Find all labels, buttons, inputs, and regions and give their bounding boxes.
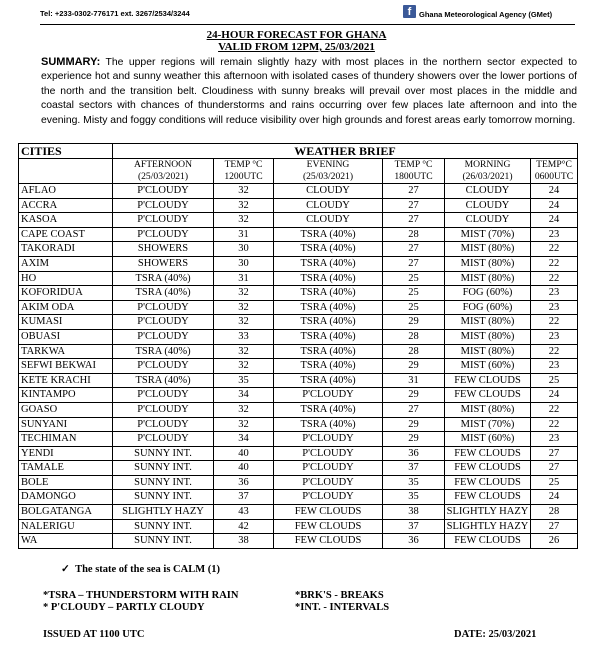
table-row — [19, 446, 578, 461]
temp-1200-cell: 32 — [214, 402, 274, 417]
evening-cell: CLOUDY — [274, 198, 383, 213]
city-cell: HO — [19, 271, 113, 286]
city-cell: DAMONGO — [19, 490, 113, 505]
city-cell: NALERIGU — [19, 519, 113, 534]
temp-1800-cell: 36 — [383, 446, 445, 461]
temp-0600-cell: 22 — [531, 256, 578, 271]
afternoon-cell: SUNNY INT. — [113, 534, 214, 549]
city-cell: BOLE — [19, 475, 113, 490]
city-cell: TAMALE — [19, 461, 113, 476]
temp-1800-cell: 38 — [383, 505, 445, 520]
morning-cell: MIST (70%) — [445, 227, 531, 242]
table-row — [19, 271, 578, 286]
facebook-icon: f — [403, 5, 416, 18]
evening-cell: P'CLOUDY — [274, 475, 383, 490]
afternoon-cell: P'CLOUDY — [113, 359, 214, 374]
table-row — [19, 242, 578, 257]
city-cell: OBUASI — [19, 329, 113, 344]
city-cell: AFLAO — [19, 184, 113, 199]
temp-1200-cell: 37 — [214, 490, 274, 505]
temp-1800-cell: 25 — [383, 271, 445, 286]
temp-1200-cell: 30 — [214, 256, 274, 271]
morning-cell: SLIGHTLY HAZY — [445, 505, 531, 520]
evening-cell: FEW CLOUDS — [274, 534, 383, 549]
temp-0600-cell: 24 — [531, 213, 578, 228]
temp-0600-cell: 22 — [531, 242, 578, 257]
checkmark-icon: ✓ — [61, 564, 70, 575]
city-cell: KASOA — [19, 213, 113, 228]
evening-cell: TSRA (40%) — [274, 286, 383, 301]
morning-cell: FEW CLOUDS — [445, 446, 531, 461]
afternoon-cell: SHOWERS — [113, 256, 214, 271]
city-cell: CAPE COAST — [19, 227, 113, 242]
afternoon-cell: P'CLOUDY — [113, 227, 214, 242]
morning-cell: MIST (60%) — [445, 359, 531, 374]
temp-0600-cell: 23 — [531, 432, 578, 447]
city-cell: ACCRA — [19, 198, 113, 213]
morning-cell: FOG (60%) — [445, 286, 531, 301]
morning-cell: FEW CLOUDS — [445, 461, 531, 476]
afternoon-cell: TSRA (40%) — [113, 344, 214, 359]
temp-1800-cell: 27 — [383, 213, 445, 228]
temp-1800-cell: 28 — [383, 227, 445, 242]
forecast-title: 24-HOUR FORECAST FOR GHANA — [206, 29, 387, 41]
evening-cell: TSRA (40%) — [274, 242, 383, 257]
afternoon-cell: P'CLOUDY — [113, 417, 214, 432]
morning-cell: MIST (80%) — [445, 242, 531, 257]
city-cell: KUMASI — [19, 315, 113, 330]
morning-cell: MIST (80%) — [445, 315, 531, 330]
city-cell: TAKORADI — [19, 242, 113, 257]
morning-cell: FEW CLOUDS — [445, 534, 531, 549]
legend-pcloudy: * P'CLOUDY – PARTLY CLOUDY — [43, 602, 205, 613]
table-row — [19, 315, 578, 330]
morning-cell: MIST (60%) — [445, 432, 531, 447]
afternoon-cell: P'CLOUDY — [113, 300, 214, 315]
city-cell: YENDI — [19, 446, 113, 461]
temp-0600-cell: 24 — [531, 198, 578, 213]
evening-cell: TSRA (40%) — [274, 256, 383, 271]
table-row — [19, 256, 578, 271]
table-row — [19, 417, 578, 432]
temp-1200-header: TEMP °C 1200UTC — [214, 159, 274, 184]
evening-cell: TSRA (40%) — [274, 359, 383, 374]
afternoon-cell: SUNNY INT. — [113, 475, 214, 490]
table-row — [19, 359, 578, 374]
temp-1800-cell: 29 — [383, 388, 445, 403]
evening-cell: TSRA (40%) — [274, 271, 383, 286]
afternoon-cell: TSRA (40%) — [113, 271, 214, 286]
temp-1800-cell: 29 — [383, 315, 445, 330]
temp-0600-cell: 27 — [531, 446, 578, 461]
temp-0600-cell: 23 — [531, 329, 578, 344]
city-cell: SEFWI BEKWAI — [19, 359, 113, 374]
issue-date: DATE: 25/03/2021 — [454, 629, 537, 640]
temp-1200-cell: 32 — [214, 286, 274, 301]
temp-1200-cell: 32 — [214, 417, 274, 432]
temp-1800-cell: 29 — [383, 432, 445, 447]
forecast-validity: VALID FROM 12PM, 25/03/2021 — [218, 41, 375, 53]
cities-header: CITIES — [19, 144, 113, 159]
morning-cell: MIST (80%) — [445, 256, 531, 271]
legend-tsra: *TSRA – THUNDERSTORM WITH RAIN — [43, 590, 239, 601]
temp-1200-cell: 34 — [214, 388, 274, 403]
evening-cell: TSRA (40%) — [274, 329, 383, 344]
table-row — [19, 490, 578, 505]
summary-paragraph — [41, 55, 577, 128]
temp-0600-cell: 23 — [531, 286, 578, 301]
legend-brks: *BRK'S - BREAKS — [295, 590, 384, 601]
table-row — [19, 461, 578, 476]
evening-cell: TSRA (40%) — [274, 417, 383, 432]
afternoon-cell: SUNNY INT. — [113, 490, 214, 505]
temp-1200-cell: 36 — [214, 475, 274, 490]
header-divider — [40, 24, 575, 25]
afternoon-cell: P'CLOUDY — [113, 213, 214, 228]
temp-1800-header: TEMP °C 1800UTC — [383, 159, 445, 184]
morning-cell: CLOUDY — [445, 198, 531, 213]
weather-brief-header: WEATHER BRIEF — [113, 144, 578, 159]
temp-0600-cell: 22 — [531, 344, 578, 359]
temp-0600-cell: 28 — [531, 505, 578, 520]
table-subheader-row — [19, 159, 578, 184]
temp-1200-cell: 34 — [214, 432, 274, 447]
summary-text: The upper regions will remain slightly hazy with most places in the northern sector expected to experience hot and sunny weather this afternoon with isolated cases of thundery showers over the lower portions of the north and the transition belt. Cloudiness with sunny breaks will prevail over most places in the middle and coastal sectors with chances of thunderstorms and rains occurring over few places late afternoon and into the evening. Misty and foggy conditions will reduce visibility over high grounds and forest areas early tomorrow morning. — [41, 57, 577, 126]
temp-1800-cell: 27 — [383, 184, 445, 199]
temp-0600-cell: 24 — [531, 184, 578, 199]
temp-0600-cell: 25 — [531, 373, 578, 388]
telephone-text: Tel: +233-0302-776171 ext. 3267/2534/3244 — [40, 9, 190, 18]
morning-cell: CLOUDY — [445, 184, 531, 199]
temp-1200-cell: 30 — [214, 242, 274, 257]
afternoon-cell: SUNNY INT. — [113, 446, 214, 461]
temp-1800-cell: 29 — [383, 359, 445, 374]
temp-0600-cell: 23 — [531, 227, 578, 242]
temp-1800-cell: 28 — [383, 329, 445, 344]
temp-1800-cell: 31 — [383, 373, 445, 388]
temp-1800-cell: 27 — [383, 198, 445, 213]
table-row — [19, 213, 578, 228]
temp-0600-cell: 24 — [531, 490, 578, 505]
temp-1800-cell: 25 — [383, 286, 445, 301]
temp-1200-cell: 33 — [214, 329, 274, 344]
table-row — [19, 432, 578, 447]
city-cell: KOFORIDUA — [19, 286, 113, 301]
afternoon-cell: TSRA (40%) — [113, 286, 214, 301]
temp-1800-cell: 37 — [383, 461, 445, 476]
morning-cell: MIST (80%) — [445, 344, 531, 359]
temp-0600-cell: 22 — [531, 402, 578, 417]
afternoon-cell: SHOWERS — [113, 242, 214, 257]
evening-cell: TSRA (40%) — [274, 373, 383, 388]
sea-state-note: ✓ The state of the sea is CALM (1) — [61, 564, 220, 575]
table-row — [19, 300, 578, 315]
temp-0600-cell: 22 — [531, 271, 578, 286]
table-row — [19, 184, 578, 199]
temp-0600-cell: 24 — [531, 388, 578, 403]
temp-0600-cell: 23 — [531, 300, 578, 315]
temp-1200-cell: 42 — [214, 519, 274, 534]
legend-int: *INT. - INTERVALS — [295, 602, 390, 613]
temp-0600-cell: 23 — [531, 359, 578, 374]
temp-0600-cell: 25 — [531, 475, 578, 490]
evening-cell: TSRA (40%) — [274, 227, 383, 242]
temp-1800-cell: 27 — [383, 242, 445, 257]
temp-1200-cell: 31 — [214, 271, 274, 286]
evening-cell: P'CLOUDY — [274, 432, 383, 447]
city-cell: KINTAMPO — [19, 388, 113, 403]
morning-header: MORNING (26/03/2021) — [445, 159, 531, 184]
afternoon-header: AFTERNOON (25/03/2021) — [113, 159, 214, 184]
afternoon-cell: P'CLOUDY — [113, 402, 214, 417]
temp-1800-cell: 28 — [383, 344, 445, 359]
table-row — [19, 475, 578, 490]
temp-1800-cell: 27 — [383, 402, 445, 417]
table-row — [19, 373, 578, 388]
morning-cell: FEW CLOUDS — [445, 388, 531, 403]
temp-0600-cell: 26 — [531, 534, 578, 549]
temp-1200-cell: 32 — [214, 344, 274, 359]
temp-1200-cell: 40 — [214, 446, 274, 461]
morning-cell: FOG (60%) — [445, 300, 531, 315]
morning-cell: MIST (80%) — [445, 402, 531, 417]
temp-0600-cell: 22 — [531, 315, 578, 330]
afternoon-cell: SUNNY INT. — [113, 461, 214, 476]
table-row — [19, 329, 578, 344]
evening-cell: CLOUDY — [274, 184, 383, 199]
afternoon-cell: TSRA (40%) — [113, 373, 214, 388]
morning-cell: CLOUDY — [445, 213, 531, 228]
temp-0600-cell: 22 — [531, 417, 578, 432]
afternoon-cell: P'CLOUDY — [113, 432, 214, 447]
morning-cell: MIST (80%) — [445, 271, 531, 286]
issued-time: ISSUED AT 1100 UTC — [43, 629, 145, 640]
evening-header: EVENING (25/03/2021) — [274, 159, 383, 184]
evening-cell: TSRA (40%) — [274, 315, 383, 330]
temp-1200-cell: 38 — [214, 534, 274, 549]
morning-cell: FEW CLOUDS — [445, 475, 531, 490]
morning-cell: FEW CLOUDS — [445, 490, 531, 505]
table-header-row — [19, 144, 578, 159]
evening-cell: FEW CLOUDS — [274, 505, 383, 520]
temp-1800-cell: 27 — [383, 256, 445, 271]
afternoon-cell: SUNNY INT. — [113, 519, 214, 534]
table-row — [19, 286, 578, 301]
summary-label: SUMMARY: — [41, 56, 101, 68]
city-cell: KETE KRACHI — [19, 373, 113, 388]
city-cell: WA — [19, 534, 113, 549]
temp-1200-cell: 32 — [214, 198, 274, 213]
forecast-table — [18, 143, 578, 549]
temp-1800-cell: 29 — [383, 417, 445, 432]
city-cell: AXIM — [19, 256, 113, 271]
table-row — [19, 519, 578, 534]
contact-header — [0, 0, 593, 22]
city-cell: AKIM ODA — [19, 300, 113, 315]
city-cell: BOLGATANGA — [19, 505, 113, 520]
temp-1800-cell: 35 — [383, 475, 445, 490]
evening-cell: P'CLOUDY — [274, 461, 383, 476]
evening-cell: TSRA (40%) — [274, 402, 383, 417]
table-row — [19, 402, 578, 417]
evening-cell: CLOUDY — [274, 213, 383, 228]
afternoon-cell: P'CLOUDY — [113, 388, 214, 403]
agency-name: Ghana Meteorological Agency (GMet) — [419, 10, 553, 19]
table-row — [19, 198, 578, 213]
morning-cell: MIST (70%) — [445, 417, 531, 432]
temp-1200-cell: 32 — [214, 359, 274, 374]
evening-cell: P'CLOUDY — [274, 490, 383, 505]
temp-1200-cell: 31 — [214, 227, 274, 242]
temp-1200-cell: 32 — [214, 213, 274, 228]
evening-cell: FEW CLOUDS — [274, 519, 383, 534]
morning-cell: FEW CLOUDS — [445, 373, 531, 388]
evening-cell: TSRA (40%) — [274, 344, 383, 359]
temp-0600-header: TEMP°C 0600UTC — [531, 159, 578, 184]
city-cell: TARKWA — [19, 344, 113, 359]
afternoon-cell: P'CLOUDY — [113, 329, 214, 344]
evening-cell: TSRA (40%) — [274, 300, 383, 315]
empty-header-cell — [19, 159, 113, 184]
temp-0600-cell: 27 — [531, 519, 578, 534]
afternoon-cell: P'CLOUDY — [113, 315, 214, 330]
temp-1200-cell: 40 — [214, 461, 274, 476]
table-row — [19, 505, 578, 520]
temp-1800-cell: 37 — [383, 519, 445, 534]
evening-cell: P'CLOUDY — [274, 446, 383, 461]
city-cell: GOASO — [19, 402, 113, 417]
table-row — [19, 344, 578, 359]
table-row — [19, 227, 578, 242]
morning-cell: SLIGHTLY HAZY — [445, 519, 531, 534]
temp-1200-cell: 32 — [214, 315, 274, 330]
temp-1800-cell: 35 — [383, 490, 445, 505]
temp-1200-cell: 43 — [214, 505, 274, 520]
afternoon-cell: P'CLOUDY — [113, 198, 214, 213]
temp-1200-cell: 32 — [214, 300, 274, 315]
city-cell: SUNYANI — [19, 417, 113, 432]
afternoon-cell: SLIGHTLY HAZY — [113, 505, 214, 520]
evening-cell: P'CLOUDY — [274, 388, 383, 403]
temp-0600-cell: 27 — [531, 461, 578, 476]
temp-1200-cell: 35 — [214, 373, 274, 388]
temp-1800-cell: 36 — [383, 534, 445, 549]
table-row — [19, 534, 578, 549]
afternoon-cell: P'CLOUDY — [113, 184, 214, 199]
morning-cell: MIST (80%) — [445, 329, 531, 344]
city-cell: TECHIMAN — [19, 432, 113, 447]
table-row — [19, 388, 578, 403]
temp-1800-cell: 25 — [383, 300, 445, 315]
temp-1200-cell: 32 — [214, 184, 274, 199]
